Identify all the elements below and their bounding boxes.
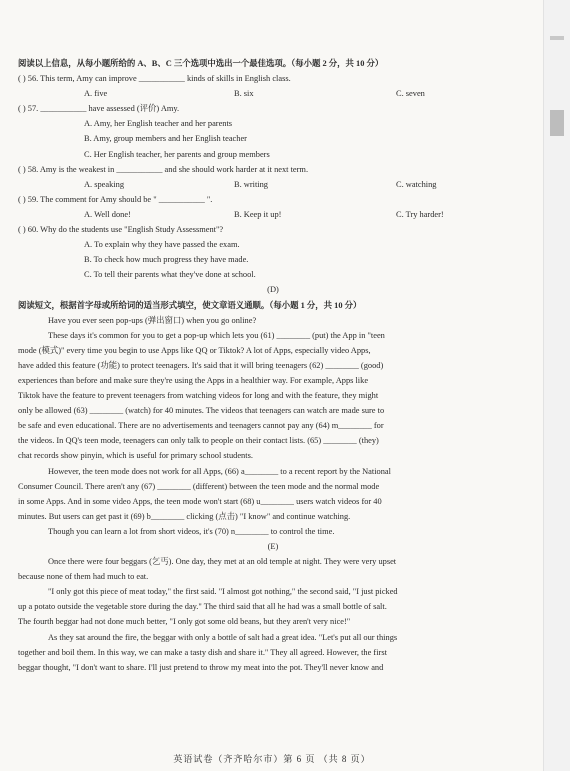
passage-line: experiences than before and make sure they're using the Apps in a healthier way. For example, Apps like	[18, 375, 369, 385]
passage-line: minutes. But users can get past it (69) b________ clicking (点击) "I know" and continue watching.	[18, 511, 351, 521]
passage-line: be safe and even educational. There are no advertisements and teenagers cannot pay any (64) m________ for	[18, 421, 384, 431]
option-c: C. Try harder!	[396, 209, 444, 219]
story-line: beggar thought, "I don't want to share. I'll just pretend to throw my meat into the pot. They'll never know and	[18, 662, 384, 672]
question-59: ( ) 59. The comment for Amy should be " ___________ ".	[18, 194, 213, 204]
section-d-instruction: 阅读短文，根据首字母或所给词的适当形式填空，使文章语义通顺。（每小题 1 分，共 10 分）	[18, 300, 362, 310]
question-57: ( ) 57. ___________ have assessed (评价) Amy.	[18, 104, 180, 114]
question-60: ( ) 60. Why do the students use "English Study Assessment"?	[18, 225, 224, 235]
option-c: C. watching	[396, 179, 437, 189]
scrollbar-thumb[interactable]	[550, 110, 564, 136]
passage-line: However, the teen mode does not work for all Apps, (66) a________ to a recent report by the National	[48, 466, 391, 476]
option-a: A. five	[84, 89, 108, 99]
story-line: because none of them had much to eat.	[18, 572, 149, 582]
passage-line: the videos. In QQ's teen mode, teenagers can only talk to people on their contact lists. (65) ________ (they)	[18, 436, 379, 446]
option-a: A. speaking	[84, 179, 125, 189]
question-58: ( ) 58. Amy is the weakest in ___________ and she should work harder at it next term.	[18, 164, 309, 174]
passage-line: chat records show pinyin, which is useful for primary school students.	[18, 451, 253, 461]
question-56-options	[18, 86, 528, 101]
option-c: C. Her English teacher, her parents and group members	[84, 149, 270, 159]
option-a: A. Amy, her English teacher and her parents	[84, 119, 233, 129]
story-line: As they sat around the fire, the beggar with only a bottle of salt had a great idea. "Let's put all our things	[48, 632, 398, 642]
option-b: B. six	[234, 89, 254, 99]
story-line: The fourth beggar had not done much better, "I only got some old beans, but they aren't very nice!"	[18, 617, 351, 627]
question-59-options	[18, 207, 528, 222]
question-56: ( ) 56. This term, Amy can improve ___________ kinds of skills in English class.	[18, 74, 291, 84]
passage-title: Have you ever seen pop-ups (弹出窗口) when you go online?	[48, 315, 257, 325]
story-line: together and boil them. In this way, we can make a tasty dish and share it." They all agreed. However, the first	[18, 647, 387, 657]
page-content	[18, 56, 528, 675]
option-a: A. Well done!	[84, 209, 131, 219]
passage-line: only be allowed (63) ________ (watch) for 40 minutes. The videos that teenagers can watch are made sure to	[18, 406, 385, 416]
section-e-label: (E)	[267, 542, 279, 551]
passage-line: have added this feature (功能) to protect teenagers. It's said that it will bring teenagers (62) ________ (good)	[18, 360, 384, 370]
page-footer: 英语试卷（齐齐哈尔市）第 6 页 （共 8 页）	[173, 754, 371, 764]
section-c-instruction: 阅读以上信息，从每小题所给的 A、B、C 三个选项中选出一个最佳选项。（每小题 2 分，共 10 分）	[18, 59, 384, 68]
story-line: "I only got this piece of meat today," the first said. "I almost got nothing," the second said, "I just picked	[48, 587, 398, 597]
option-b: B. writing	[234, 179, 268, 189]
passage-line: mode (模式)" every time you begin to use Apps like QQ or Tiktok? A lot of Apps, especially video Apps,	[18, 345, 371, 355]
section-d-label: (D)	[267, 285, 279, 295]
option-c: C. To tell their parents what they've done at school.	[84, 270, 256, 280]
story-line: up a potato outside the vegetable store during the day." The third said that all he had was a small bottle of salt.	[18, 602, 387, 612]
option-a: A. To explain why they have passed the exam.	[84, 240, 240, 250]
passage-line: Tiktok have the feature to prevent teenagers from watching videos for long and with the feature, they might	[18, 391, 379, 401]
passage-line: Though you can learn a lot from short videos, it's (70) n________ to control the time.	[48, 526, 335, 536]
passage-line: in some Apps. And in some video Apps, the teen mode won't start (68) u________ users watch videos for 40	[18, 496, 382, 506]
question-58-options	[18, 177, 528, 192]
option-b: B. To check how much progress they have made.	[84, 255, 249, 265]
option-c: C. seven	[396, 89, 425, 99]
passage-line: Consumer Council. There aren't any (67) ________ (different) between the teen mode and the normal mode	[18, 481, 380, 491]
passage-line: These days it's common for you to get a pop-up which lets you (61) ________ (put) the App in "teen	[48, 330, 385, 340]
vertical-scrollbar[interactable]	[543, 0, 570, 771]
option-b: B. Amy, group members and her English teacher	[84, 134, 247, 144]
story-line: Once there were four beggars (乞丐). One day, they met at an old temple at night. They were very upset	[48, 557, 397, 567]
scroll-up-marker[interactable]	[550, 36, 564, 40]
option-b: B. Keep it up!	[234, 209, 282, 219]
